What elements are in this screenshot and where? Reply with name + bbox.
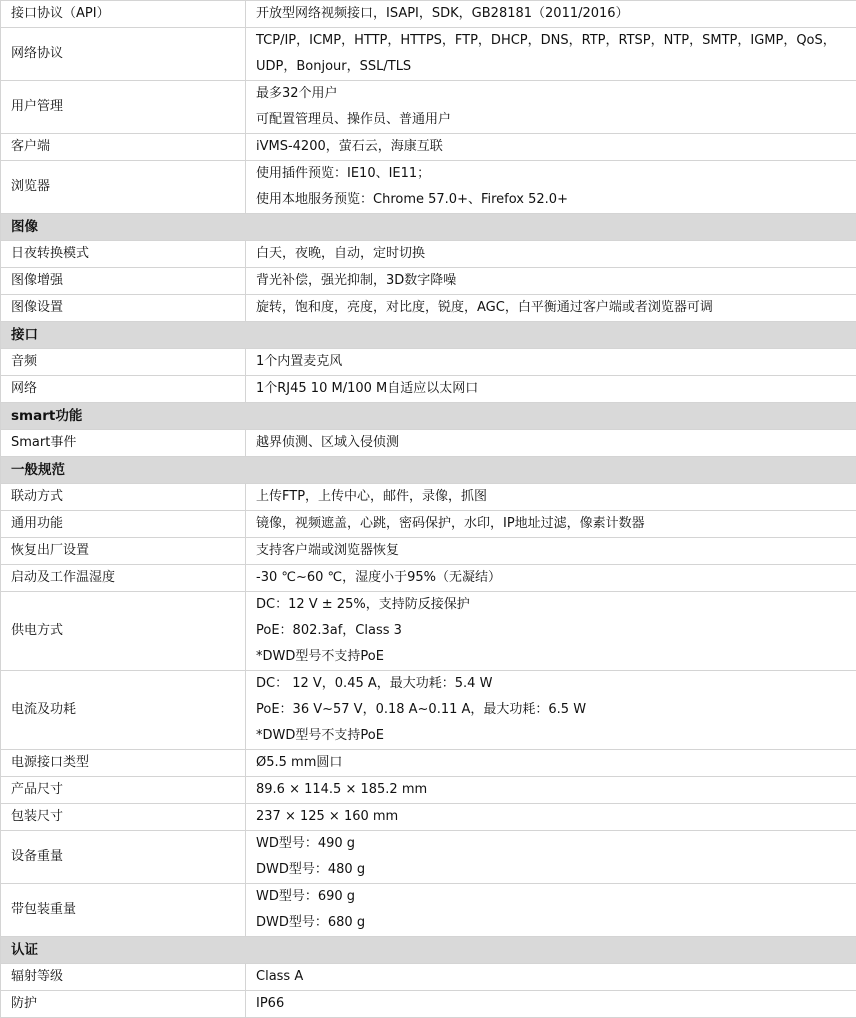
spec-label: 电流及功耗 xyxy=(1,671,246,750)
spec-label: 防护 xyxy=(1,991,246,1018)
spec-value-line: iVMS-4200，萤石云，海康互联 xyxy=(256,134,846,160)
spec-row xyxy=(1,991,856,1018)
spec-value xyxy=(246,750,856,777)
spec-row xyxy=(1,511,856,538)
spec-label: 日夜转换模式 xyxy=(1,241,246,268)
section-title: 认证 xyxy=(1,937,856,964)
spec-value-line: *DWD型号不支持PoE xyxy=(256,723,846,749)
spec-row xyxy=(1,295,856,322)
spec-value xyxy=(246,964,856,991)
spec-value-line: DWD型号：480 g xyxy=(256,857,846,883)
spec-value xyxy=(246,991,856,1018)
spec-label: 联动方式 xyxy=(1,484,246,511)
spec-label: 网络协议 xyxy=(1,28,246,81)
spec-value xyxy=(246,671,856,750)
spec-value-line: 使用本地服务预览：Chrome 57.0+、Firefox 52.0+ xyxy=(256,187,846,213)
spec-label: Smart事件 xyxy=(1,430,246,457)
spec-value-line: 上传FTP，上传中心，邮件，录像，抓图 xyxy=(256,484,846,510)
spec-value xyxy=(246,268,856,295)
spec-row xyxy=(1,28,856,81)
spec-value xyxy=(246,538,856,565)
spec-value-line: PoE：802.3af，Class 3 xyxy=(256,618,846,644)
spec-value-line: 镜像，视频遮盖，心跳，密码保护，水印，IP地址过滤，像素计数器 xyxy=(256,511,846,537)
spec-row xyxy=(1,1,856,28)
spec-label: 音频 xyxy=(1,349,246,376)
spec-value-line: 1个RJ45 10 M/100 M自适应以太网口 xyxy=(256,376,846,402)
spec-value-line: DC：12 V ± 25%，支持防反接保护 xyxy=(256,592,846,618)
section-title: 一般规范 xyxy=(1,457,856,484)
spec-row xyxy=(1,538,856,565)
spec-value-line: 1个内置麦克风 xyxy=(256,349,846,375)
spec-value xyxy=(246,804,856,831)
section-title: 接口 xyxy=(1,322,856,349)
spec-value xyxy=(246,376,856,403)
spec-value xyxy=(246,777,856,804)
spec-value-line: Class A xyxy=(256,964,846,990)
spec-label: 图像设置 xyxy=(1,295,246,322)
spec-value xyxy=(246,241,856,268)
spec-row xyxy=(1,750,856,777)
spec-value xyxy=(246,81,856,134)
spec-value-line: DC： 12 V，0.45 A，最大功耗：5.4 W xyxy=(256,671,846,697)
spec-value xyxy=(246,161,856,214)
spec-row xyxy=(1,241,856,268)
spec-table-body xyxy=(1,1,856,1018)
spec-value-line: IP66 xyxy=(256,991,846,1017)
spec-label: 接口协议（API） xyxy=(1,1,246,28)
spec-label: 带包装重量 xyxy=(1,884,246,937)
spec-value-line: UDP，Bonjour，SSL/TLS xyxy=(256,54,846,80)
spec-value-line: 白天，夜晚，自动，定时切换 xyxy=(256,241,846,267)
spec-value-line: Ø5.5 mm圆口 xyxy=(256,750,846,776)
spec-row xyxy=(1,804,856,831)
spec-label: 产品尺寸 xyxy=(1,777,246,804)
spec-value-line: 开放型网络视频接口，ISAPI，SDK，GB28181（2011/2016） xyxy=(256,1,846,27)
spec-row xyxy=(1,884,856,937)
section-header-row xyxy=(1,322,856,349)
spec-value xyxy=(246,884,856,937)
section-header-row xyxy=(1,457,856,484)
spec-value xyxy=(246,1,856,28)
spec-label: 图像增强 xyxy=(1,268,246,295)
spec-label: 辐射等级 xyxy=(1,964,246,991)
spec-value-line: 使用插件预览：IE10、IE11； xyxy=(256,161,846,187)
spec-label: 供电方式 xyxy=(1,592,246,671)
spec-value xyxy=(246,134,856,161)
spec-value-line: -30 ℃~60 ℃，湿度小于95%（无凝结） xyxy=(256,565,846,591)
spec-row xyxy=(1,484,856,511)
spec-row xyxy=(1,376,856,403)
spec-value xyxy=(246,295,856,322)
spec-value-line: 237 × 125 × 160 mm xyxy=(256,804,846,830)
spec-row xyxy=(1,964,856,991)
spec-value-line: 可配置管理员、操作员、普通用户 xyxy=(256,107,846,133)
spec-row xyxy=(1,565,856,592)
spec-value xyxy=(246,484,856,511)
spec-label: 浏览器 xyxy=(1,161,246,214)
spec-row xyxy=(1,268,856,295)
spec-value-line: WD型号：690 g xyxy=(256,884,846,910)
spec-value-line: 背光补偿，强光抑制，3D数字降噪 xyxy=(256,268,846,294)
section-header-row xyxy=(1,214,856,241)
spec-value-line: 最多32个用户 xyxy=(256,81,846,107)
spec-label: 恢复出厂设置 xyxy=(1,538,246,565)
spec-value xyxy=(246,565,856,592)
spec-label: 电源接口类型 xyxy=(1,750,246,777)
spec-value-line: PoE：36 V~57 V，0.18 A~0.11 A，最大功耗：6.5 W xyxy=(256,697,846,723)
spec-row xyxy=(1,349,856,376)
spec-value-line: 旋转，饱和度，亮度，对比度，锐度，AGC，白平衡通过客户端或者浏览器可调 xyxy=(256,295,846,321)
spec-value-line: WD型号：490 g xyxy=(256,831,846,857)
spec-label: 网络 xyxy=(1,376,246,403)
spec-value-line: 越界侦测、区域入侵侦测 xyxy=(256,430,846,456)
spec-row xyxy=(1,430,856,457)
spec-value xyxy=(246,28,856,81)
spec-label: 用户管理 xyxy=(1,81,246,134)
spec-value-line: 89.6 × 114.5 × 185.2 mm xyxy=(256,777,846,803)
spec-row xyxy=(1,777,856,804)
section-title: 图像 xyxy=(1,214,856,241)
spec-label: 设备重量 xyxy=(1,831,246,884)
spec-row xyxy=(1,592,856,671)
section-header-row xyxy=(1,403,856,430)
spec-label: 包装尺寸 xyxy=(1,804,246,831)
spec-value-line: *DWD型号不支持PoE xyxy=(256,644,846,670)
spec-label: 启动及工作温湿度 xyxy=(1,565,246,592)
spec-label: 客户端 xyxy=(1,134,246,161)
spec-label: 通用功能 xyxy=(1,511,246,538)
spec-row xyxy=(1,161,856,214)
spec-value xyxy=(246,831,856,884)
spec-row xyxy=(1,671,856,750)
spec-value-line: 支持客户端或浏览器恢复 xyxy=(256,538,846,564)
spec-value xyxy=(246,592,856,671)
spec-value-line: DWD型号：680 g xyxy=(256,910,846,936)
spec-row xyxy=(1,81,856,134)
section-title: smart功能 xyxy=(1,403,856,430)
spec-value-line: TCP/IP，ICMP，HTTP，HTTPS，FTP，DHCP，DNS，RTP，RTSP，NTP，SMTP，IGMP，QoS， xyxy=(256,28,846,54)
spec-row xyxy=(1,134,856,161)
spec-row xyxy=(1,831,856,884)
spec-value xyxy=(246,511,856,538)
spec-value xyxy=(246,430,856,457)
spec-value xyxy=(246,349,856,376)
section-header-row xyxy=(1,937,856,964)
